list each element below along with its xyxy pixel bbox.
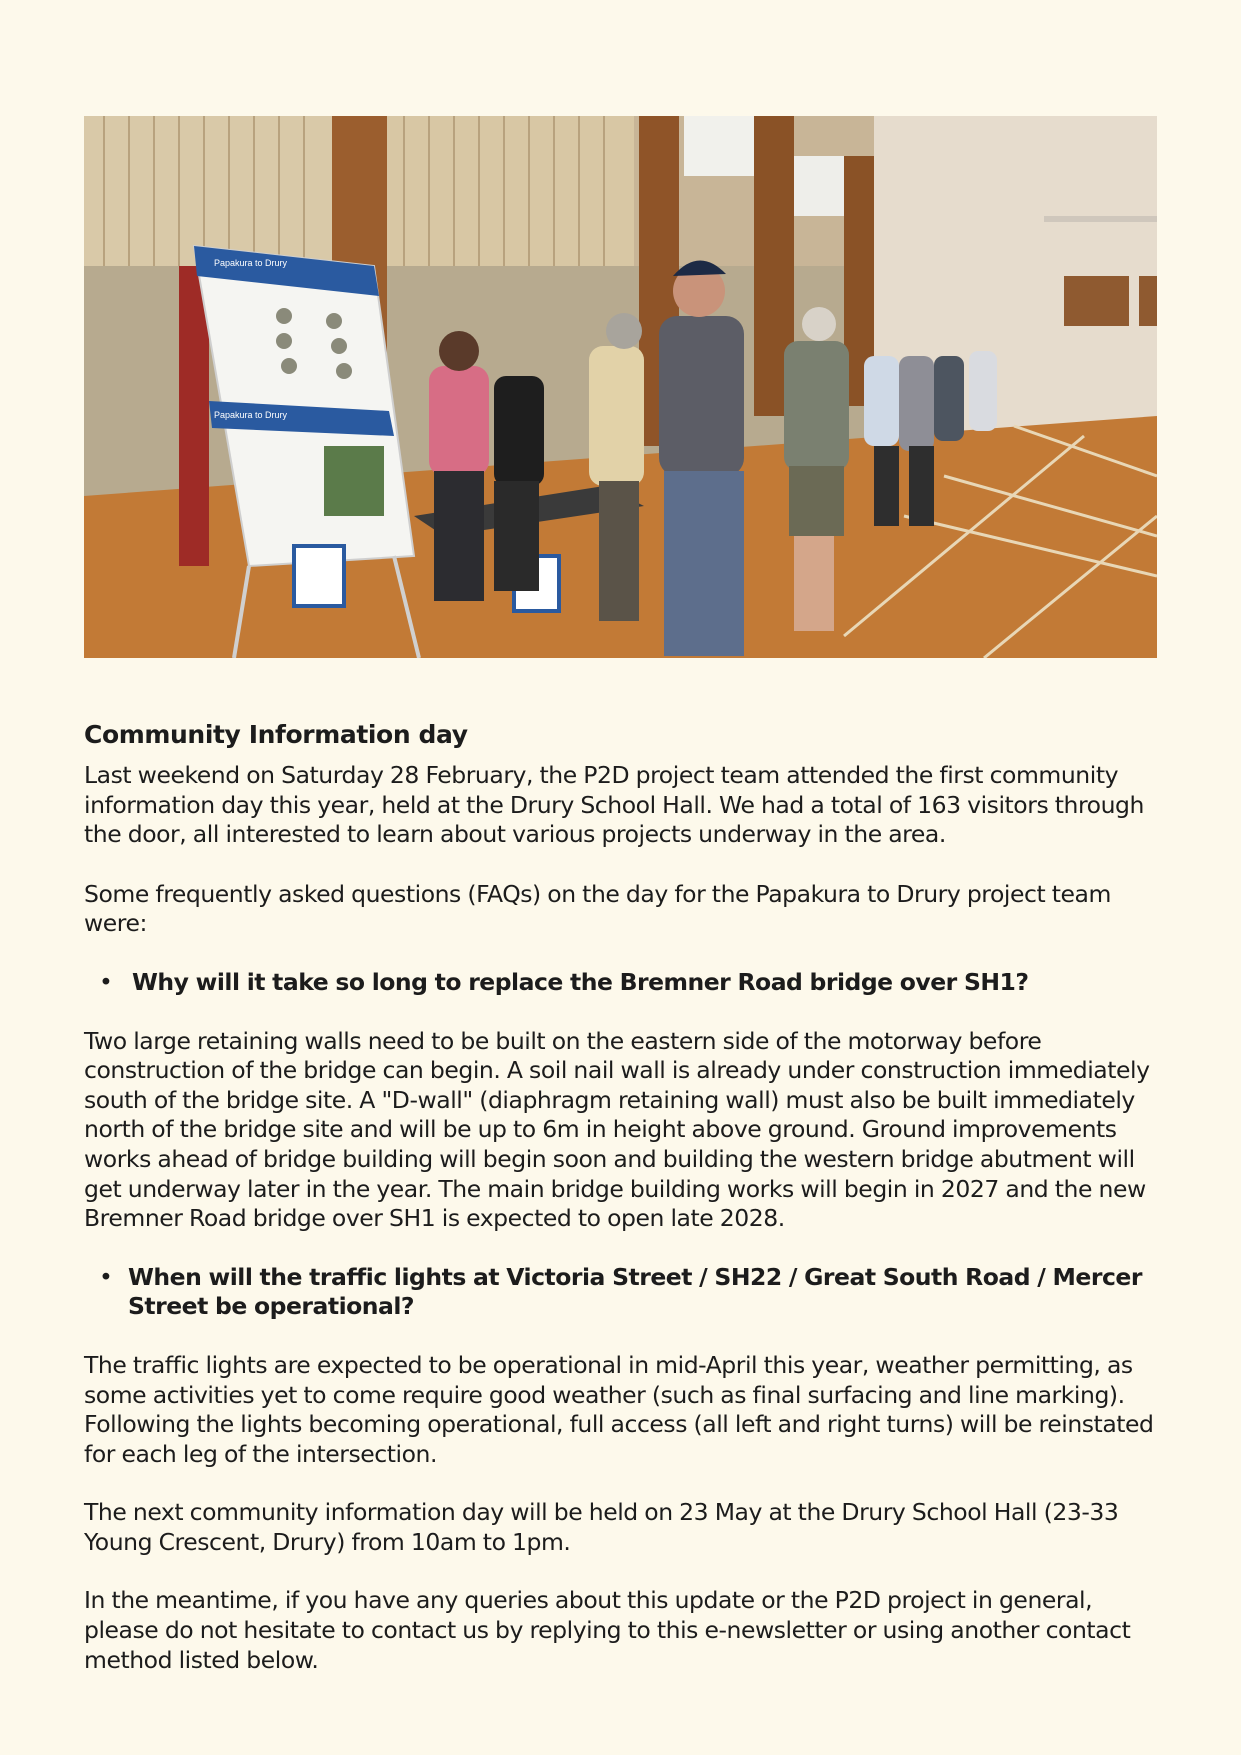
faq-answer-1: Two large retaining walls need to be built on the eastern side of the motorway before construction of the bridge can begin. A soil nail wall is already under construction immediately south of the bridge site. A "D-wall" (diaphragm retaining wall) must also be built immediately north of the bridge site and will be up to 6m in height above ground. Ground improvements works ahead of bridge building will begin soon and building the western bridge abutment will get underway later in the year. The main bridge building works will begin in 2027 and the new Bremner Road bridge over SH1 is expected to open late 2028. xyxy=(84,1026,1150,1233)
svg-text:Papakura to Drury: Papakura to Drury xyxy=(214,410,288,420)
faq-question-1-text: Why will it take so long to replace the Bremner Road bridge over SH1? xyxy=(132,967,1029,996)
svg-text:Papakura to Drury: Papakura to Drury xyxy=(214,258,288,268)
faq-question-2-text: When will the traffic lights at Victoria Street / SH22 / Great South Road / Mercer Street be operational? xyxy=(128,1262,1142,1321)
faq-question-1 xyxy=(84,968,1164,998)
faq-question-2 xyxy=(84,1263,1164,1322)
article-heading: Community Information day xyxy=(84,720,468,749)
article xyxy=(84,716,1164,1675)
bullet-icon: • xyxy=(99,967,113,996)
faq-intro-paragraph: Some frequently asked questions (FAQs) on the day for the Papakura to Drury project team were: xyxy=(84,879,1111,938)
hall-scene-illustration xyxy=(84,116,1157,658)
intro-paragraph: Last weekend on Saturday 28 February, the P2D project team attended the first community information day this year, held at the Drury School Hall. We had a total of 163 visitors through the door, all interested to learn about various projects underway in the area. xyxy=(84,761,1144,849)
bullet-icon: • xyxy=(99,1262,113,1291)
next-day-paragraph: The next community information day will be held on 23 May at the Drury School Hall (23-33 Young Crescent, Drury) from 10am to 1pm. xyxy=(84,1498,1119,1556)
community-day-photo xyxy=(84,116,1157,658)
faq-answer-2: The traffic lights are expected to be operational in mid-April this year, weather permitting, as some activities yet to come require good weather (such as final surfacing and line marking). Following the lights becoming operational, full access (all left and right turns) will be reinstated for each leg of the intersection. xyxy=(84,1350,1154,1468)
closing-paragraph: In the meantime, if you have any queries about this update or the P2D project in general, please do not hesitate to contact us by replying to this e-newsletter or using another contact method listed below. xyxy=(84,1586,1131,1674)
